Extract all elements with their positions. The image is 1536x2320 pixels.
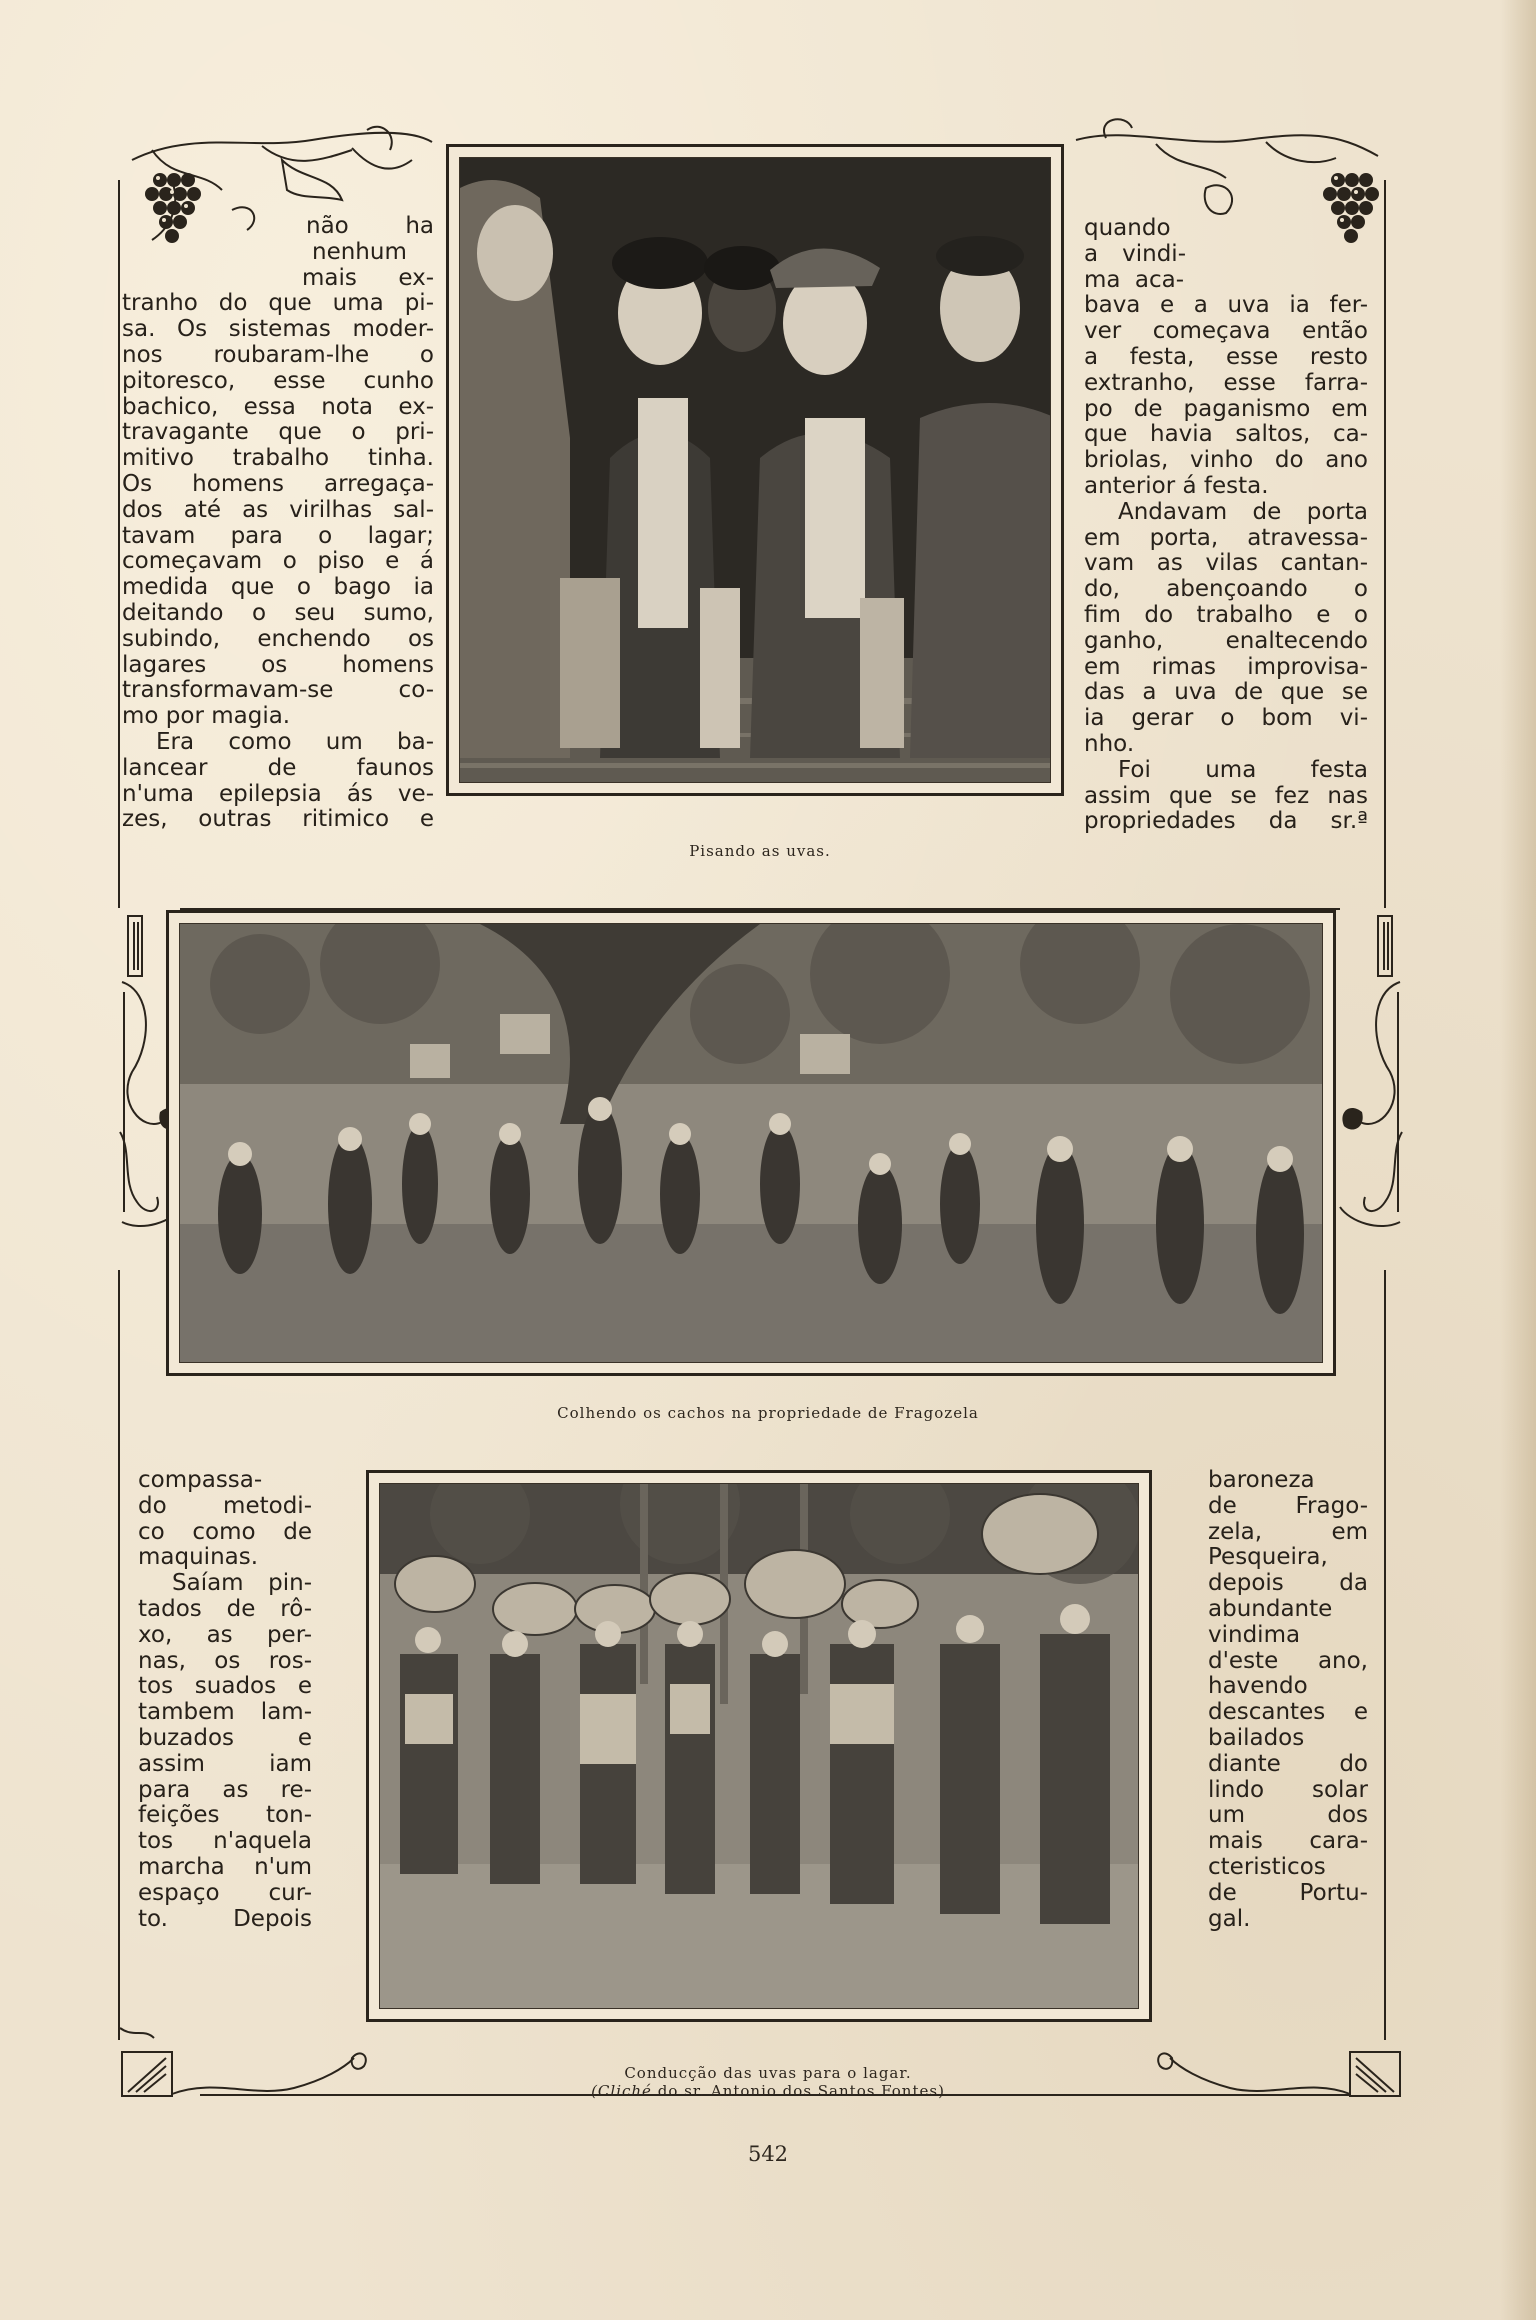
text-column-top-right [1084, 216, 1368, 835]
text-line: Foi uma festa [1118, 756, 1368, 783]
paper-edge [1500, 0, 1536, 2320]
text-line: anterior á festa. [1084, 472, 1269, 499]
text-line: tos n'aquela [138, 1828, 312, 1855]
text-line: zela, em [1208, 1518, 1368, 1545]
text-line: Saíam pin- [172, 1570, 312, 1597]
text-line: ganho, enaltecendo [1084, 627, 1368, 654]
frame-left-bottom [118, 1270, 120, 2040]
text-line: deitando o seu sumo, [122, 599, 434, 626]
text-line: zes, outras ritimico e [122, 806, 434, 833]
text-line: tranho do que uma pi- [122, 290, 434, 317]
text-line: Andavam de porta [1118, 498, 1368, 525]
text-line: bachico, essa nota ex- [122, 393, 434, 420]
text-line: do, abençoando o [1084, 576, 1368, 603]
text-line: ia gerar o bom vi- [1084, 705, 1368, 732]
text-line: havendo [1208, 1673, 1308, 1700]
text-line: mo por magia. [122, 703, 291, 730]
text-line: bailados [1208, 1724, 1305, 1751]
text-line: baroneza [1208, 1467, 1315, 1493]
text-line: n'uma epilepsia ás ve- [122, 780, 434, 807]
caption-cliche-label: (Cliché [591, 2082, 652, 2100]
text-line: de Portu- [1208, 1879, 1368, 1906]
text-line: ma aca- [1084, 266, 1184, 293]
text-line: briolas, vinho do ano [1084, 447, 1368, 474]
text-line: em rimas improvisa- [1084, 653, 1368, 680]
text-line: buzados e [138, 1724, 312, 1751]
photo-grape-harvest-image [179, 923, 1323, 1363]
text-line: assim iam [138, 1750, 312, 1777]
text-line: travagante que o pri- [122, 419, 434, 446]
photo-grape-treaders [446, 144, 1064, 796]
text-line: a vindi- [1084, 240, 1186, 267]
caption-photo-1: Pisando as uvas. [689, 842, 831, 860]
text-line: do metodi- [138, 1492, 312, 1519]
text-line: lindo solar [1208, 1776, 1368, 1803]
text-line: depois da [1208, 1570, 1368, 1597]
text-line: mais cara- [1208, 1828, 1368, 1855]
frame-right-bottom [1384, 1270, 1386, 2040]
text-line: de Frago- [1208, 1492, 1368, 1519]
text-line: tos suados e [138, 1673, 312, 1700]
text-line: maquinas. [138, 1544, 259, 1571]
text-line: dos até as virilhas sal- [122, 496, 434, 523]
text-line: espaço cur- [138, 1879, 312, 1906]
caption-photo-3-line-1: Conducção das uvas para o lagar. [624, 2064, 912, 2082]
text-line: pitoresco, esse cunho [122, 367, 434, 394]
text-line: mitivo trabalho tinha. [122, 445, 434, 472]
text-line: vindima [1208, 1621, 1301, 1648]
photo-grape-treaders-image [459, 157, 1051, 783]
text-line: compassa- [138, 1467, 263, 1493]
text-line: tavam para o lagar; [122, 522, 434, 549]
text-line: xo, as per- [138, 1621, 312, 1648]
text-line: Os homens arregaça- [122, 470, 434, 497]
text-line: abundante [1208, 1595, 1333, 1622]
caption-credit: do sr. Antonio dos Santos Fontes) [657, 2082, 945, 2100]
photo-grape-harvest [166, 910, 1336, 1376]
text-line: subindo, enchendo os [122, 625, 434, 652]
photo-grape-carriers [366, 1470, 1152, 2022]
photo-grape-carriers-image [379, 1483, 1139, 2009]
text-line: nas, os ros- [138, 1647, 312, 1674]
scroll-ornament-bottom-left [114, 2018, 374, 2108]
text-line: vam as vilas cantan- [1084, 550, 1368, 577]
text-line: marcha n'um [138, 1853, 312, 1880]
text-line: tados de rô- [138, 1595, 312, 1622]
text-line: a festa, esse resto [1084, 343, 1368, 370]
text-column-bottom-left [138, 1468, 312, 1932]
caption-photo-3-line-2 [460, 2082, 1076, 2100]
frame-left-top [118, 180, 120, 908]
text-line: que havia saltos, ca- [1084, 421, 1368, 448]
text-line: lancear de faunos [122, 754, 434, 781]
text-line: cteristicos [1208, 1853, 1326, 1880]
text-line: um dos [1208, 1802, 1368, 1829]
text-line: sa. Os sistemas moder- [122, 316, 434, 343]
caption-photo-3 [460, 2064, 1076, 2100]
text-line: das a uva de que se [1084, 679, 1368, 706]
text-line: medida que o bago ia [122, 574, 434, 601]
text-line: gal. [1208, 1905, 1251, 1932]
text-line: não ha [306, 213, 434, 239]
text-line: po de paganismo em [1084, 395, 1368, 422]
text-line: to. Depois [138, 1905, 312, 1932]
text-line: feições ton- [138, 1802, 312, 1829]
text-line: d'este ano, [1208, 1647, 1368, 1674]
text-line: ver começava então [1084, 318, 1368, 345]
text-line: co como de [138, 1518, 312, 1545]
caption-photo-2: Colhendo os cachos na propriedade de Fragozela [557, 1404, 979, 1422]
text-line: para as re- [138, 1776, 312, 1803]
page-number: 542 [747, 2142, 789, 2166]
text-line: diante do [1208, 1750, 1368, 1777]
scroll-ornament-mid-right [1330, 902, 1410, 1282]
text-line: nos roubaram-lhe o [122, 341, 434, 368]
text-line: extranho, esse farra- [1084, 369, 1368, 396]
text-line: Era como um ba- [156, 728, 434, 755]
text-line: bava e a uva ia fer- [1084, 292, 1368, 319]
text-line: fim do trabalho e o [1084, 601, 1368, 628]
text-line: nenhum [312, 238, 407, 265]
text-line: descantes e [1208, 1699, 1368, 1726]
text-line: Pesqueira, [1208, 1544, 1328, 1571]
text-column-top-left [122, 214, 434, 833]
text-line: quando [1084, 215, 1171, 241]
text-line: assim que se fez nas [1084, 782, 1368, 809]
text-line: transformavam-se co- [122, 677, 434, 704]
text-line: começavam o piso e á [122, 548, 434, 575]
text-line: em porta, atravessa- [1084, 524, 1368, 551]
text-line: propriedades da sr.ª [1084, 808, 1368, 835]
text-line: lagares os homens [122, 651, 434, 678]
text-line: mais ex- [302, 264, 434, 291]
frame-right-top [1384, 180, 1386, 908]
text-line: tambem lam- [138, 1699, 312, 1726]
text-column-bottom-right [1208, 1468, 1368, 1932]
scroll-ornament-bottom-right [1150, 2018, 1410, 2108]
text-line: nho. [1084, 730, 1135, 757]
